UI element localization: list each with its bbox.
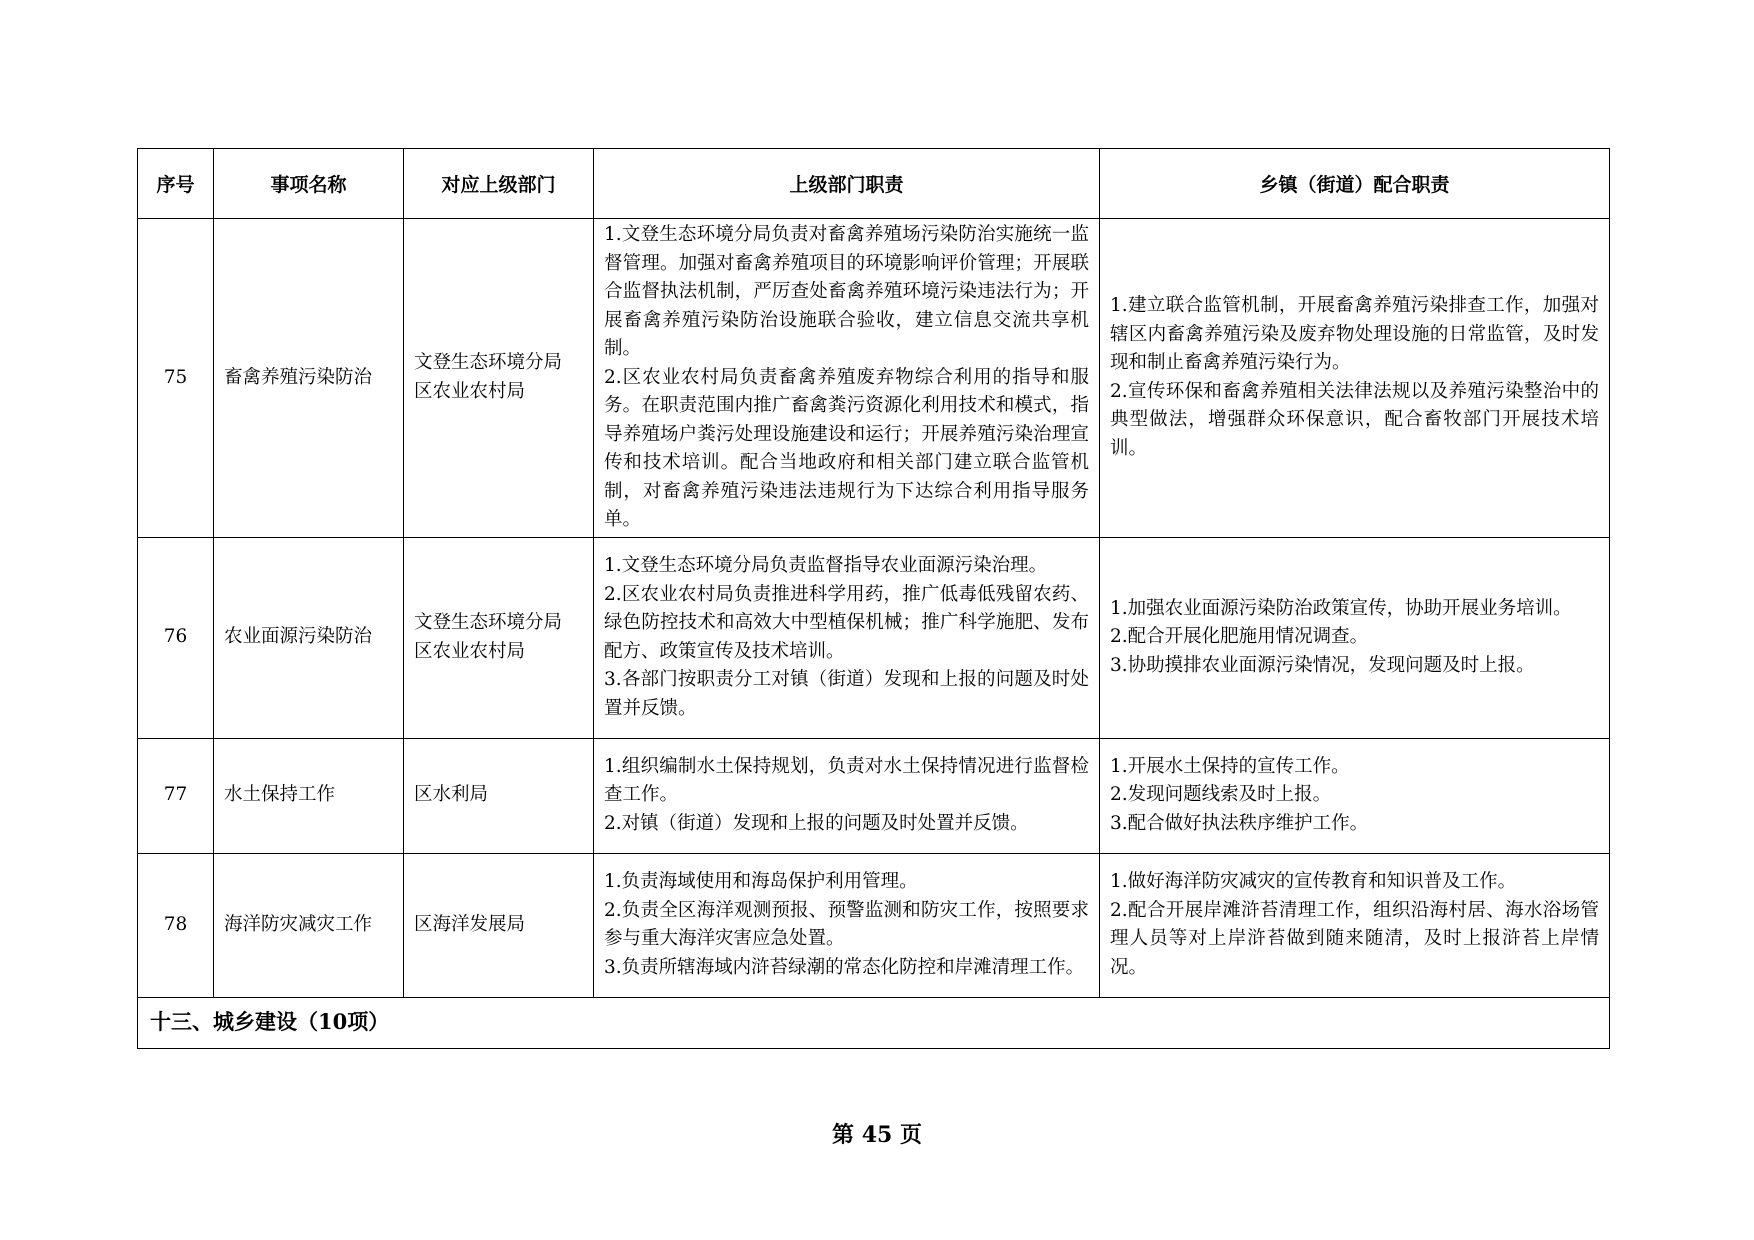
dept-line: 区农业农村局 <box>414 640 526 662</box>
header-number: 序号 <box>138 149 214 219</box>
row-number: 78 <box>138 853 214 997</box>
duty-paragraph: 1.负责海域使用和海岛保护利用管理。 <box>604 871 918 892</box>
duty-paragraph: 3.各部门按职责分工对镇（街道）发现和上报的问题及时处置并反馈。 <box>604 669 1089 719</box>
row-number: 77 <box>138 738 214 853</box>
duty-paragraph: 3.负责所辖海域内浒苔绿潮的常态化防控和岸滩清理工作。 <box>604 956 1085 978</box>
row-item-name: 水土保持工作 <box>214 738 404 853</box>
row-dept <box>404 738 594 853</box>
duty-paragraph: 2.区农业农村局负责畜禽养殖废弃物综合利用的指导和服务。在职责范围内推广畜禽粪污资源化利用技术和模式，指导养殖场户粪污处理设施建设和运行；开展养殖污染治理宣传和技术培训。配合当地政府和相关部门建立联合监管机制，对畜禽养殖污染违法违规行为下达综合利用指导服务单。 <box>604 366 1089 530</box>
row-duty <box>594 219 1100 538</box>
duty-paragraph: 2.区农业农村局负责推进科学用药，推广低毒低残留农药、绿色防控技术和高效大中型植保机械；推广科学施肥、发布配方、政策宣传及技术培训。 <box>604 583 1089 662</box>
dept-line: 区农业农村局 <box>414 380 526 402</box>
row-duty <box>594 537 1100 738</box>
dept-line: 文登生态环境分局 <box>414 352 563 374</box>
coop-paragraph: 2.配合开展化肥施用情况调查。 <box>1110 626 1369 648</box>
row-number: 75 <box>138 219 214 538</box>
row-number: 76 <box>138 537 214 738</box>
coop-paragraph: 1.开展水土保持的宣传工作。 <box>1110 755 1350 777</box>
coop-paragraph: 3.配合做好执法秩序维护工作。 <box>1110 812 1369 834</box>
row-duty <box>594 738 1100 853</box>
row-item-name: 农业面源污染防治 <box>214 537 404 738</box>
row-dept <box>404 853 594 997</box>
table-row <box>138 537 1610 738</box>
section-heading: 十三、城乡建设（10项） <box>138 997 1610 1048</box>
row-coop <box>1100 853 1610 997</box>
duty-paragraph: 2.负责全区海洋观测预报、预警监测和防灾工作，按照要求参与重大海洋灾害应急处置。 <box>604 899 1089 949</box>
row-coop <box>1100 738 1610 853</box>
duty-paragraph: 1.文登生态环境分局负责监督指导农业面源污染治理。 <box>604 555 1048 576</box>
duty-paragraph: 1.文登生态环境分局负责对畜禽养殖场污染防治实施统一监督管理。加强对畜禽养殖项目的环境影响评价管理；开展联合监督执法机制，严厉查处畜禽养殖环境污染违法行为；开展畜禽养殖污染防治设施联合验收，建立信息交流共享机制。 <box>604 224 1089 359</box>
section-heading-row <box>138 997 1610 1048</box>
header-item-name: 事项名称 <box>214 149 404 219</box>
coop-paragraph: 2.发现问题线索及时上报。 <box>1110 784 1332 806</box>
coop-paragraph: 3.协助摸排农业面源污染情况，发现问题及时上报。 <box>1110 654 1535 676</box>
dept-line: 文登生态环境分局 <box>414 612 563 633</box>
header-superior-dept: 对应上级部门 <box>404 149 594 219</box>
row-duty <box>594 853 1100 997</box>
row-item-name: 畜禽养殖污染防治 <box>214 219 404 538</box>
responsibility-table <box>137 148 1610 1049</box>
coop-paragraph: 2.宣传环保和畜禽养殖相关法律法规以及养殖污染整治中的典型做法，增强群众环保意识，配合畜牧部门开展技术培训。 <box>1110 380 1599 459</box>
table-row <box>138 219 1610 538</box>
dept-line: 区水利局 <box>414 784 489 806</box>
coop-paragraph: 1.建立联合监管机制，开展畜禽养殖污染排查工作，加强对辖区内畜禽养殖污染及废弃物处理设施的日常监管，及时发现和制止畜禽养殖污染行为。 <box>1110 295 1599 374</box>
duty-paragraph: 2.对镇（街道）发现和上报的问题及时处置并反馈。 <box>604 812 1029 834</box>
row-dept <box>404 219 594 538</box>
duty-paragraph: 1.组织编制水土保持规划，负责对水土保持情况进行监督检查工作。 <box>604 755 1089 806</box>
row-dept <box>404 537 594 738</box>
page-number: 第 45 页 <box>832 1122 922 1148</box>
row-coop <box>1100 219 1610 538</box>
row-coop <box>1100 537 1610 738</box>
coop-paragraph: 2.配合开展岸滩浒苔清理工作，组织沿海村居、海水浴场管理人员等对上岸浒苔做到随来随清，及时上报浒苔上岸情况。 <box>1110 899 1599 978</box>
dept-line: 区海洋发展局 <box>414 913 526 935</box>
row-item-name: 海洋防灾减灾工作 <box>214 853 404 997</box>
header-superior-duty: 上级部门职责 <box>594 149 1100 219</box>
table-row <box>138 738 1610 853</box>
coop-paragraph: 1.做好海洋防灾减灾的宣传教育和知识普及工作。 <box>1110 871 1517 892</box>
table-header-row <box>138 149 1610 219</box>
header-township-duty: 乡镇（街道）配合职责 <box>1100 149 1610 219</box>
table-row <box>138 853 1610 997</box>
coop-paragraph: 1.加强农业面源污染防治政策宣传，协助开展业务培训。 <box>1110 597 1572 619</box>
